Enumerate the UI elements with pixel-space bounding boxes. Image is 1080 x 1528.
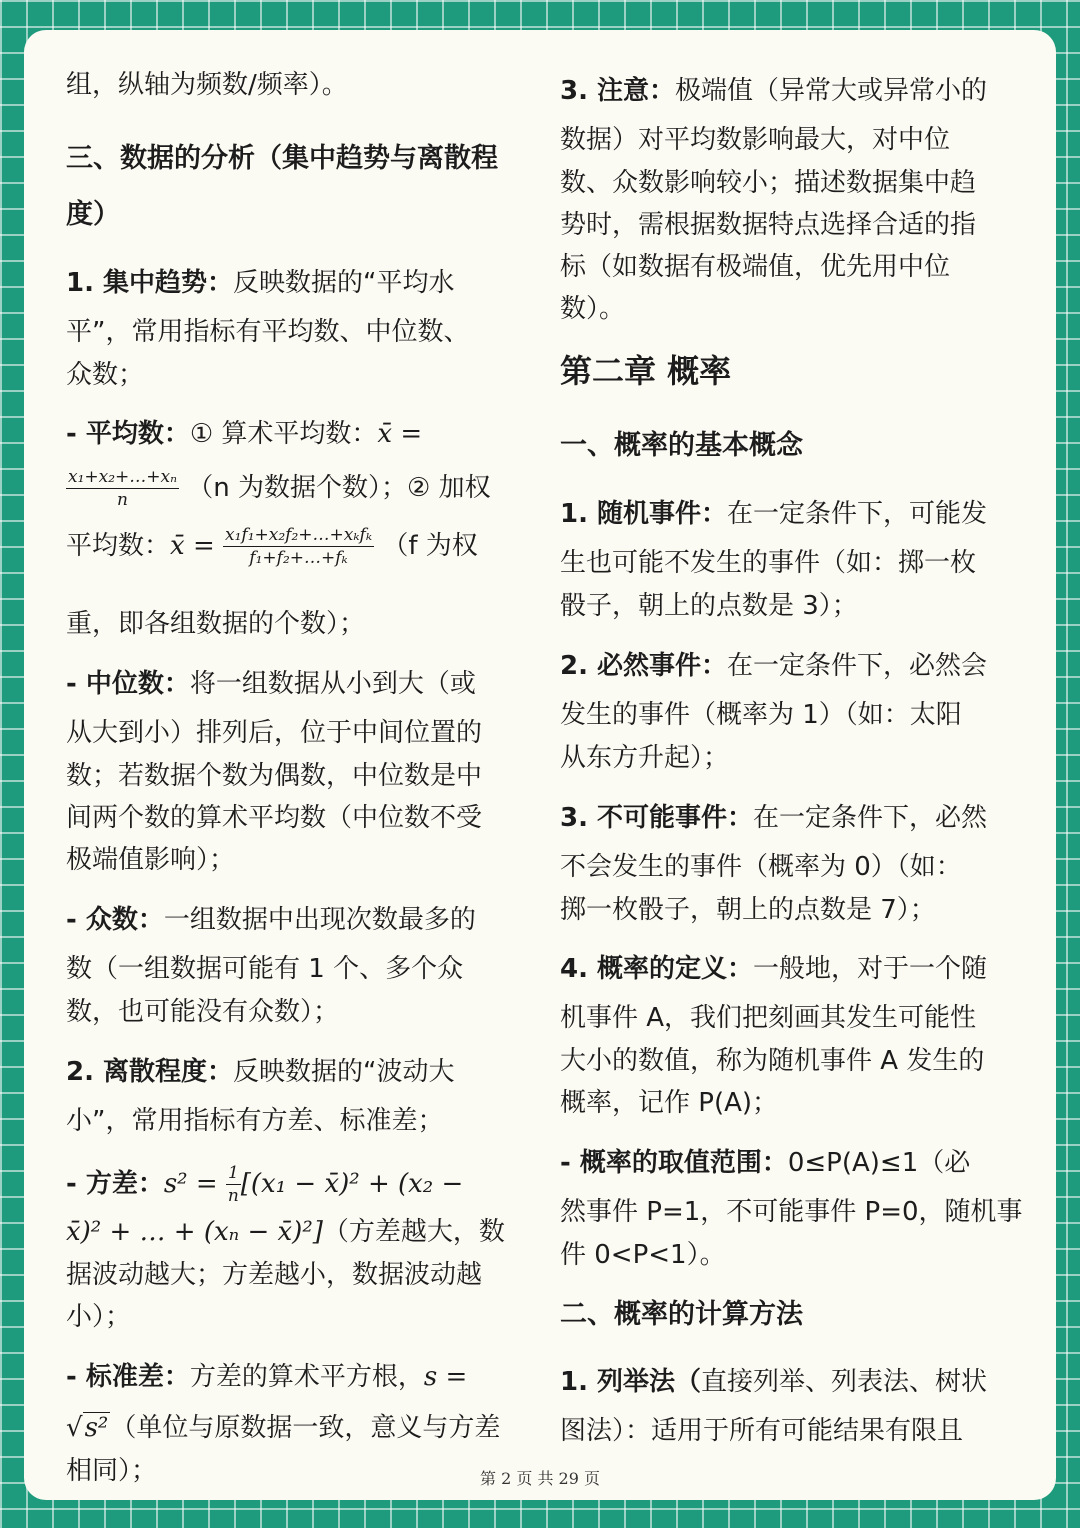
std-dev-line-3: 相同）； xyxy=(66,1456,158,1486)
certain-event-label: 2. 必然事件： xyxy=(560,651,728,681)
dispersion-text: 反映数据的“波动大 xyxy=(233,1057,455,1087)
probability-definition-line-2: 机事件 A，我们把刻画其发生可能性 xyxy=(560,1003,977,1033)
probability-definition-line-4: 概率，记作 P(A)； xyxy=(560,1088,779,1118)
dispersion-line-1 xyxy=(66,1055,455,1089)
weighted-mean-numerator: x₁f₁+x₂f₂+…+xₖfₖ xyxy=(225,525,373,545)
section-3-title-line-2: 度） xyxy=(66,199,120,230)
intro-line: 组，纵轴为频数/频率）。 xyxy=(66,70,348,100)
random-event-line-1 xyxy=(560,497,987,531)
variance-formula-part-2: x̄)² + … + (xₙ − x̄)²] xyxy=(66,1217,323,1247)
probability-range-line-3: 件 0<P<1）。 xyxy=(560,1240,726,1270)
std-dev-text: 方差的算术平方根， xyxy=(189,1362,424,1392)
probability-range-label: - 概率的取值范围： xyxy=(560,1148,788,1178)
variance-line-4: 小）； xyxy=(66,1302,132,1332)
section-2-title: 二、概率的计算方法 xyxy=(560,1299,803,1330)
std-dev-line-1 xyxy=(66,1360,467,1394)
weighted-mean-label: 平均数： xyxy=(66,531,171,561)
mean-formula-lhs: x̄ = xyxy=(377,419,423,449)
impossible-event-line-1 xyxy=(560,801,987,835)
enumeration-label: 1. 列举法（ xyxy=(560,1367,702,1397)
section-1-title: 一、概率的基本概念 xyxy=(560,430,803,461)
central-tendency-text: 反映数据的“平均水 xyxy=(233,268,455,298)
mean-note: （n 为数据个数）；② 加权 xyxy=(187,473,491,503)
sqrt-radicand: s² xyxy=(84,1413,109,1443)
probability-definition-label: 4. 概率的定义： xyxy=(560,954,754,984)
certain-event-text: 在一定条件下，必然会 xyxy=(727,651,988,681)
median-line-4: 间两个数的算术平均数（中位数不受 xyxy=(66,803,483,833)
enumeration-text: 直接列举、列表法、树状 xyxy=(701,1367,988,1397)
median-line-5: 极端值影响）； xyxy=(66,845,236,875)
variance-line-2 xyxy=(66,1215,505,1249)
weighted-mean-line xyxy=(66,524,478,569)
weighted-mean-note: （f 为权 xyxy=(382,531,478,561)
weighted-mean-line-2: 重，即各组数据的个数）； xyxy=(66,609,366,639)
variance-line-3: 据波动越大；方差越小，数据波动越 xyxy=(66,1260,483,1290)
median-line-3: 数；若数据个数为偶数，中位数是中 xyxy=(66,761,483,791)
variance-formula-part-1: [(x₁ − x̄)² + (x₂ − xyxy=(240,1169,464,1199)
std-dev-label: - 标准差： xyxy=(66,1362,190,1392)
impossible-event-line-3: 掷一枚骰子，朝上的点数是 7）； xyxy=(560,895,936,925)
variance-label: - 方差： xyxy=(66,1169,164,1199)
random-event-label: 1. 随机事件： xyxy=(560,499,728,529)
mode-line-2: 数（一组数据可能有 1 个、多个众 xyxy=(66,954,464,984)
variance-fraction xyxy=(226,1162,241,1207)
sqrt-symbol: √ xyxy=(66,1413,83,1443)
mode-label: - 众数： xyxy=(66,905,164,935)
mean-text: ① 算术平均数： xyxy=(189,419,378,449)
variance-lhs: s² = xyxy=(163,1169,226,1199)
mean-fraction-numerator: x₁+x₂+…+xₙ xyxy=(68,467,178,487)
central-tendency-line-1 xyxy=(66,266,455,300)
std-dev-lhs: s = xyxy=(423,1362,468,1392)
random-event-text: 在一定条件下，可能发 xyxy=(727,499,988,529)
impossible-event-text: 在一定条件下，必然 xyxy=(753,803,988,833)
mean-label: - 平均数： xyxy=(66,419,190,449)
median-label: - 中位数： xyxy=(66,669,190,699)
probability-definition-line-1 xyxy=(560,952,987,986)
note-line-6: 数）。 xyxy=(560,294,626,324)
mean-line-1 xyxy=(66,417,422,451)
weighted-mean-lhs: x̄ = xyxy=(170,531,215,561)
mode-line-3: 数，也可能没有众数）； xyxy=(66,997,340,1027)
chapter-title: 第二章 概率 xyxy=(560,352,732,390)
median-line-2: 从大到小）排列后，位于中间位置的 xyxy=(66,718,483,748)
note-line-5: 标（如数据有极端值，优先用中位 xyxy=(560,252,951,282)
variance-line-1 xyxy=(66,1162,463,1207)
std-dev-line-2 xyxy=(66,1411,500,1445)
certain-event-line-1 xyxy=(560,649,987,683)
note-text: 极端值（异常大或异常小的 xyxy=(675,76,988,106)
section-3-title-line-1: 三、数据的分析（集中趋势与离散程 xyxy=(66,143,498,174)
enumeration-line-2: 图法）：适用于所有可能结果有限且 xyxy=(560,1416,964,1446)
impossible-event-label: 3. 不可能事件： xyxy=(560,803,754,833)
median-text: 将一组数据从小到大（或 xyxy=(189,669,476,699)
mean-fraction xyxy=(66,466,179,511)
variance-fraction-denominator: n xyxy=(227,1186,239,1206)
note-label: 3. 注意： xyxy=(560,76,676,106)
random-event-line-3: 骰子，朝上的点数是 3）； xyxy=(560,591,858,621)
probability-range-line-1 xyxy=(560,1146,970,1180)
certain-event-line-2: 发生的事件（概率为 1）（如：太阳 xyxy=(560,700,962,730)
variance-note: （方差越大，数 xyxy=(322,1217,505,1247)
probability-range-line-2: 然事件 P=1，不可能事件 P=0，随机事 xyxy=(560,1197,1023,1227)
variance-fraction-numerator: 1 xyxy=(227,1163,239,1183)
certain-event-line-3: 从东方升起）； xyxy=(560,743,730,773)
mean-fraction-denominator: n xyxy=(117,490,128,510)
random-event-line-2: 生也可能不发生的事件（如：掷一枚 xyxy=(560,548,977,578)
note-line-3: 数、众数影响较小；描述数据集中趋 xyxy=(560,168,977,198)
probability-definition-line-3: 大小的数值，称为随机事件 A 发生的 xyxy=(560,1046,985,1076)
central-tendency-line-3: 众数； xyxy=(66,360,145,390)
note-line-2: 数据）对平均数影响最大，对中位 xyxy=(560,125,951,155)
mean-line-2 xyxy=(66,466,491,511)
dispersion-label: 2. 离散程度： xyxy=(66,1057,234,1087)
impossible-event-line-2: 不会发生的事件（概率为 0）（如： xyxy=(560,852,962,882)
mode-line-1 xyxy=(66,903,476,937)
std-dev-sqrt xyxy=(66,1412,110,1443)
dispersion-line-2: 小”，常用指标有方差、标准差； xyxy=(66,1106,444,1136)
central-tendency-label: 1. 集中趋势： xyxy=(66,268,234,298)
weighted-mean-denominator: f₁+f₂+…+fₖ xyxy=(249,548,348,568)
std-dev-note: （单位与原数据一致，意义与方差 xyxy=(110,1413,501,1443)
enumeration-line-1 xyxy=(560,1365,987,1399)
probability-definition-text: 一般地，对于一个随 xyxy=(753,954,988,984)
note-line-1 xyxy=(560,74,987,108)
weighted-mean-fraction xyxy=(223,524,374,569)
central-tendency-line-2: 平”，常用指标有平均数、中位数、 xyxy=(66,317,470,347)
median-line-1 xyxy=(66,667,476,701)
page-footer: 第 2 页 共 29 页 xyxy=(480,1469,600,1488)
mode-text: 一组数据中出现次数最多的 xyxy=(163,905,476,935)
probability-range-text: 0≤P(A)≤1（必 xyxy=(787,1148,971,1178)
note-line-4: 势时，需根据数据特点选择合适的指 xyxy=(560,210,977,240)
document-page xyxy=(24,30,1056,1500)
